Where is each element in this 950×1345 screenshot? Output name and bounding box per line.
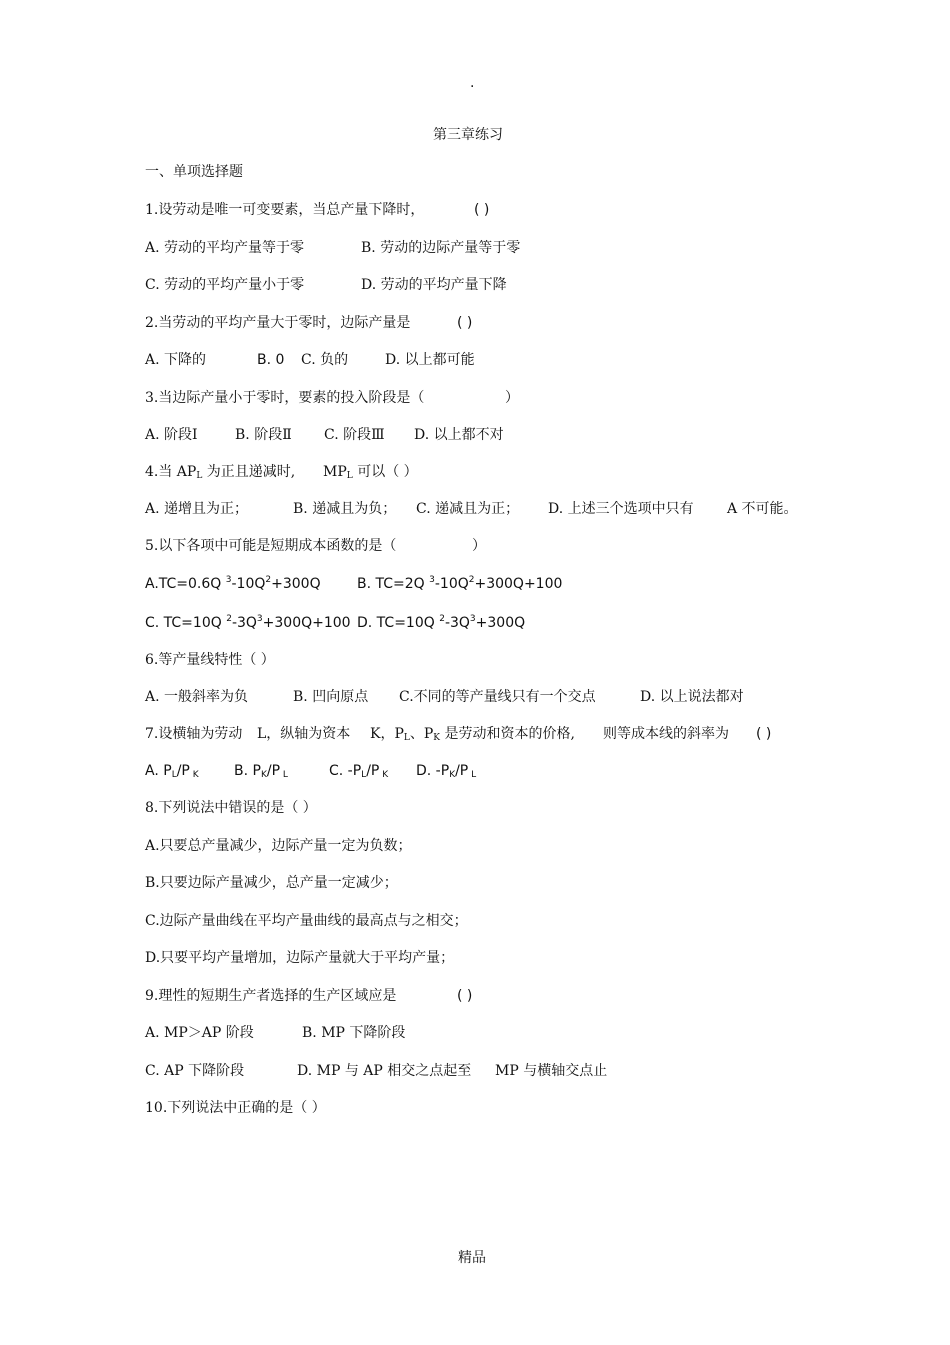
q7-option-b: B. $P_K/P$ $_L$ xyxy=(234,763,288,780)
q6-option-b: B. 凹向原点 xyxy=(293,689,369,705)
q6-text: 6.等产量线特性（ ） xyxy=(145,652,275,668)
q9-option-d-end: MP 与横轴交点止 xyxy=(495,1063,608,1079)
q2-option-d: D. 以上都可能 xyxy=(385,352,475,368)
q7-answer-paren: ( ) xyxy=(756,726,772,742)
q3-answer-paren: ） xyxy=(505,390,519,406)
q4-text-end: $MP_L$ 可以（ ） xyxy=(323,464,418,481)
q9-text: 9.理性的短期生产者选择的生产区域应是 xyxy=(145,988,397,1004)
q8-text: 8.下列说法中错误的是（ ） xyxy=(145,800,317,816)
q1-option-d: D. 劳动的平均产量下降 xyxy=(361,277,507,293)
q7-text-end: 则等成本线的斜率为 xyxy=(603,726,729,742)
q9-answer-paren: ( ) xyxy=(457,988,473,1004)
q9-option-c: C. AP 下降阶段 xyxy=(145,1063,245,1079)
q9-option-b: B. MP 下降阶段 xyxy=(302,1025,406,1041)
q5-option-c: C. TC=10Q $^2-3Q^3+300Q+100$ xyxy=(145,614,351,631)
q7-option-c: C. $-P_L/P$ $_K$ xyxy=(329,763,389,780)
q3-option-d: D. 以上都不对 xyxy=(414,427,504,443)
q7-option-d: D. $-P_K/P$ $_L$ xyxy=(416,763,477,780)
q1-text: 1.设劳动是唯一可变要素，当总产量下降时， xyxy=(145,202,425,218)
page-footer: 精品 xyxy=(458,1250,486,1266)
q4-option-a: A. 递增且为正； xyxy=(145,501,249,517)
q5-option-a: A.TC=0.6Q $^3-10Q^2+300Q$ xyxy=(145,575,321,592)
q6-option-a: A. 一般斜率为负 xyxy=(145,689,249,705)
q1-answer-paren: ( ) xyxy=(474,202,490,218)
q7-text-start: 7.设横轴为劳动 xyxy=(145,726,243,742)
q7-text-axis: L，纵轴为资本 xyxy=(257,726,351,742)
q7-option-a: A. $P_L/P$ $_K$ xyxy=(145,763,199,780)
q2-answer-paren: ( ) xyxy=(457,315,473,331)
q8-option-c: C.边际产量曲线在平均产量曲线的最高点与之相交； xyxy=(145,913,468,929)
q2-option-c: C. 负的 xyxy=(301,352,349,368)
q2-option-a: A. 下降的 xyxy=(145,352,207,368)
q4-option-b: B. 递减且为负； xyxy=(293,501,397,517)
q7-text-prices: K，$P_L$、$P_K$ 是劳动和资本的价格, xyxy=(370,726,575,743)
q2-option-b: B. 0 xyxy=(257,352,285,368)
q10-text: 10.下列说法中正确的是（ ） xyxy=(145,1100,326,1116)
section-heading: 一、单项选择题 xyxy=(145,164,243,180)
q9-option-d: D. MP 与 AP 相交之点起至 xyxy=(297,1063,472,1079)
q8-option-b: B.只要边际产量减少，总产量一定减少； xyxy=(145,875,398,891)
q8-option-d: D.只要平均产量增加，边际产量就大于平均产量； xyxy=(145,950,455,966)
q8-option-a: A.只要总产量减少，边际产量一定为负数； xyxy=(145,838,412,854)
page-title: 第三章练习 xyxy=(433,127,503,143)
q1-option-c: C. 劳动的平均产量小于零 xyxy=(145,277,305,293)
q5-answer-paren: ） xyxy=(472,538,486,554)
q4-option-d: D. 上述三个选项中只有 xyxy=(548,501,694,517)
q5-text: 5.以下各项中可能是短期成本函数的是（ xyxy=(145,538,397,554)
q4-text-start: 4.当 $AP_L$ 为正且递减时, xyxy=(145,464,296,481)
q5-option-b: B. TC=2Q $^3-10Q^2+300Q+100$ xyxy=(357,575,563,592)
header-dot: . xyxy=(470,75,475,91)
q6-option-c: C.不同的等产量线只有一个交点 xyxy=(399,689,596,705)
q3-option-a: A. 阶段Ⅰ xyxy=(145,427,198,443)
q3-option-b: B. 阶段Ⅱ xyxy=(235,427,292,443)
q2-text: 2.当劳动的平均产量大于零时，边际产量是 xyxy=(145,315,411,331)
q6-option-d: D. 以上说法都对 xyxy=(640,689,744,705)
q9-option-a: A. MP＞AP 阶段 xyxy=(145,1025,254,1041)
q3-text: 3.当边际产量小于零时，要素的投入阶段是（ xyxy=(145,390,425,406)
q1-option-a: A. 劳动的平均产量等于零 xyxy=(145,240,305,256)
q1-option-b: B. 劳动的边际产量等于零 xyxy=(361,240,521,256)
q4-option-d-end: A 不可能。 xyxy=(727,501,798,517)
q3-option-c: C. 阶段Ⅲ xyxy=(324,427,385,443)
q5-option-d: D. TC=10Q $^2-3Q^3+300Q$ xyxy=(357,614,526,631)
q4-option-c: C. 递减且为正； xyxy=(416,501,520,517)
